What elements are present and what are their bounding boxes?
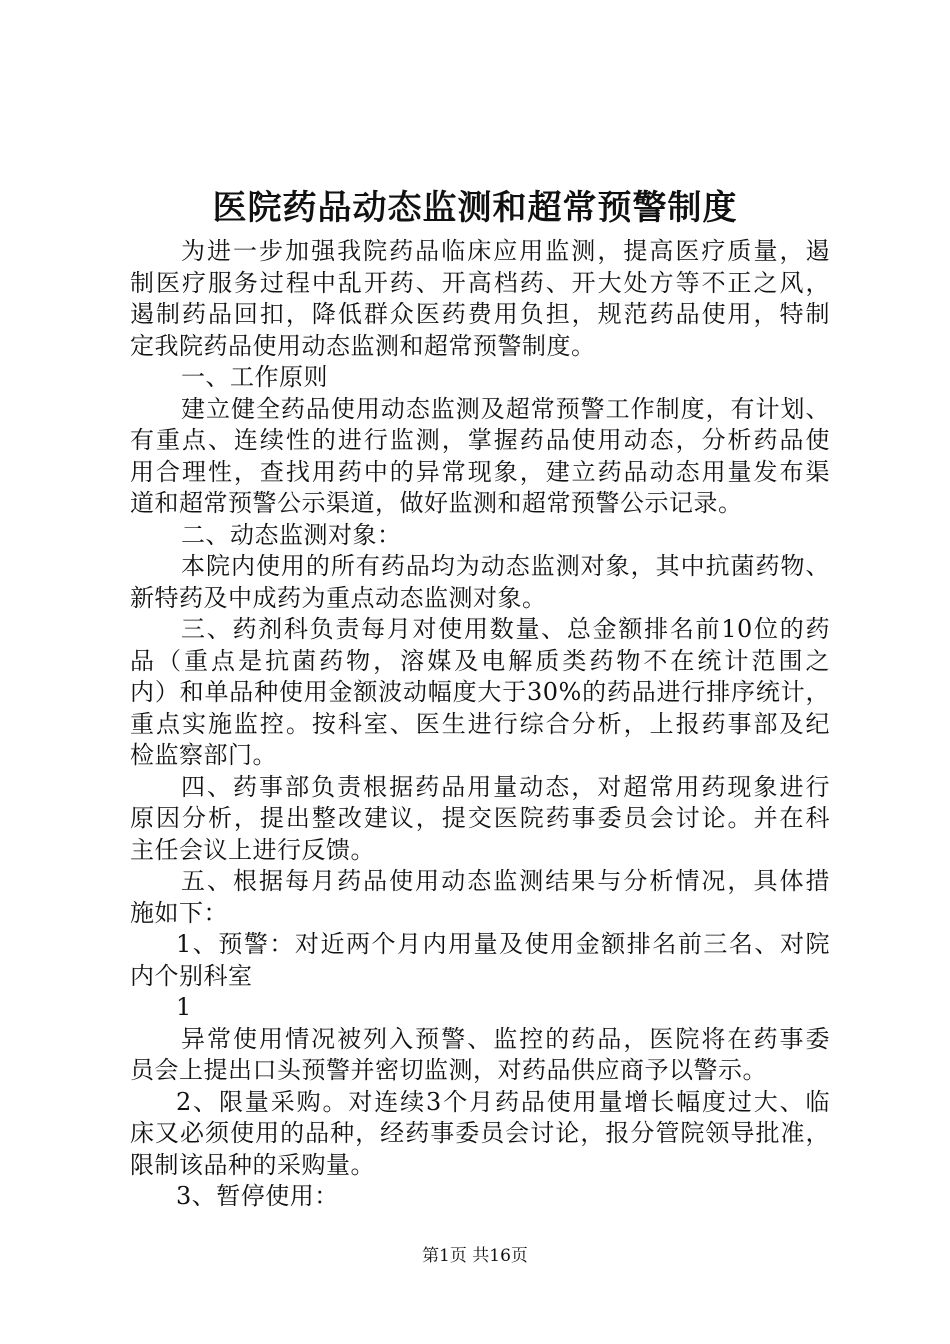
- text-line: 定我院药品使用动态监测和超常预警制度。: [130, 331, 596, 360]
- text-line: 3、暂停使用：: [176, 1182, 339, 1210]
- page-marker: 1: [176, 993, 192, 1021]
- text-line: 2、限量采购。对连续3个月药品使用量增长幅度过大、临: [176, 1087, 830, 1116]
- document-body: [130, 236, 830, 1213]
- document-title: 医院药品动态监测和超常预警制度: [212, 188, 738, 228]
- text-line: 制医疗服务过程中乱开药、开高档药、开大处方等不正之风，: [130, 268, 830, 297]
- text-line: 1、预警：对近两个月内用量及使用金额排名前三名、对院: [176, 930, 830, 958]
- text-line: 三、药剂科负责每月对使用数量、总金额排名前10位的药: [181, 615, 830, 643]
- text-line: 道和超常预警公示渠道，做好监测和超常预警公示记录。: [130, 489, 743, 517]
- text-line: 建立健全药品使用动态监测及超常预警工作制度，有计划、: [181, 394, 830, 423]
- text-line: 重点实施监控。按科室、医生进行综合分析，上报药事部及纪: [130, 709, 830, 738]
- text-line: 床又必须使用的品种，经药事委员会讨论，报分管院领导批准，: [130, 1119, 830, 1147]
- section-heading: 一、工作原则: [181, 363, 328, 391]
- text-line: 原因分析，提出整改建议，提交医院药事委员会讨论。并在科: [130, 804, 830, 832]
- text-line: 为进一步加强我院药品临床应用监测，提高医疗质量，遏: [181, 237, 830, 265]
- text-line: 本院内使用的所有药品均为动态监测对象，其中抗菌药物、: [181, 552, 830, 580]
- text-line: 用合理性，查找用药中的异常现象，建立药品动态用量发布渠: [130, 457, 830, 486]
- text-line: 四、药事部负责根据药品用量动态，对超常用药现象进行: [181, 772, 830, 801]
- text-line: 新特药及中成药为重点动态监测对象。: [130, 583, 547, 612]
- text-line: 内）和单品种使用金额波动幅度大于30%的药品进行排序统计，: [130, 678, 830, 706]
- text-line: 品（重点是抗菌药物，溶媒及电解质类药物不在统计范围之: [130, 646, 830, 675]
- page-footer: 第1页 共16页: [422, 1246, 528, 1266]
- text-line: 有重点、连续性的进行监测，掌握药品使用动态，分析药品使: [130, 426, 830, 454]
- text-line: 检监察部门。: [130, 741, 277, 769]
- text-line: 五、根据每月药品使用动态监测结果与分析情况，具体措: [181, 867, 830, 895]
- text-line: 异常使用情况被列入预警、监控的药品，医院将在药事委: [181, 1024, 830, 1053]
- text-line: 施如下：: [130, 898, 228, 927]
- text-line: 限制该品种的采购量。: [130, 1150, 375, 1179]
- text-line: 内个别科室: [130, 961, 253, 990]
- text-line: 主任会议上进行反馈。: [130, 835, 375, 864]
- text-line: 遏制药品回扣，降低群众医药费用负担，规范药品使用，特制: [130, 300, 830, 328]
- section-heading: 二、动态监测对象：: [181, 520, 402, 549]
- text-line: 员会上提出口头预警并密切监测，对药品供应商予以警示。: [130, 1056, 767, 1084]
